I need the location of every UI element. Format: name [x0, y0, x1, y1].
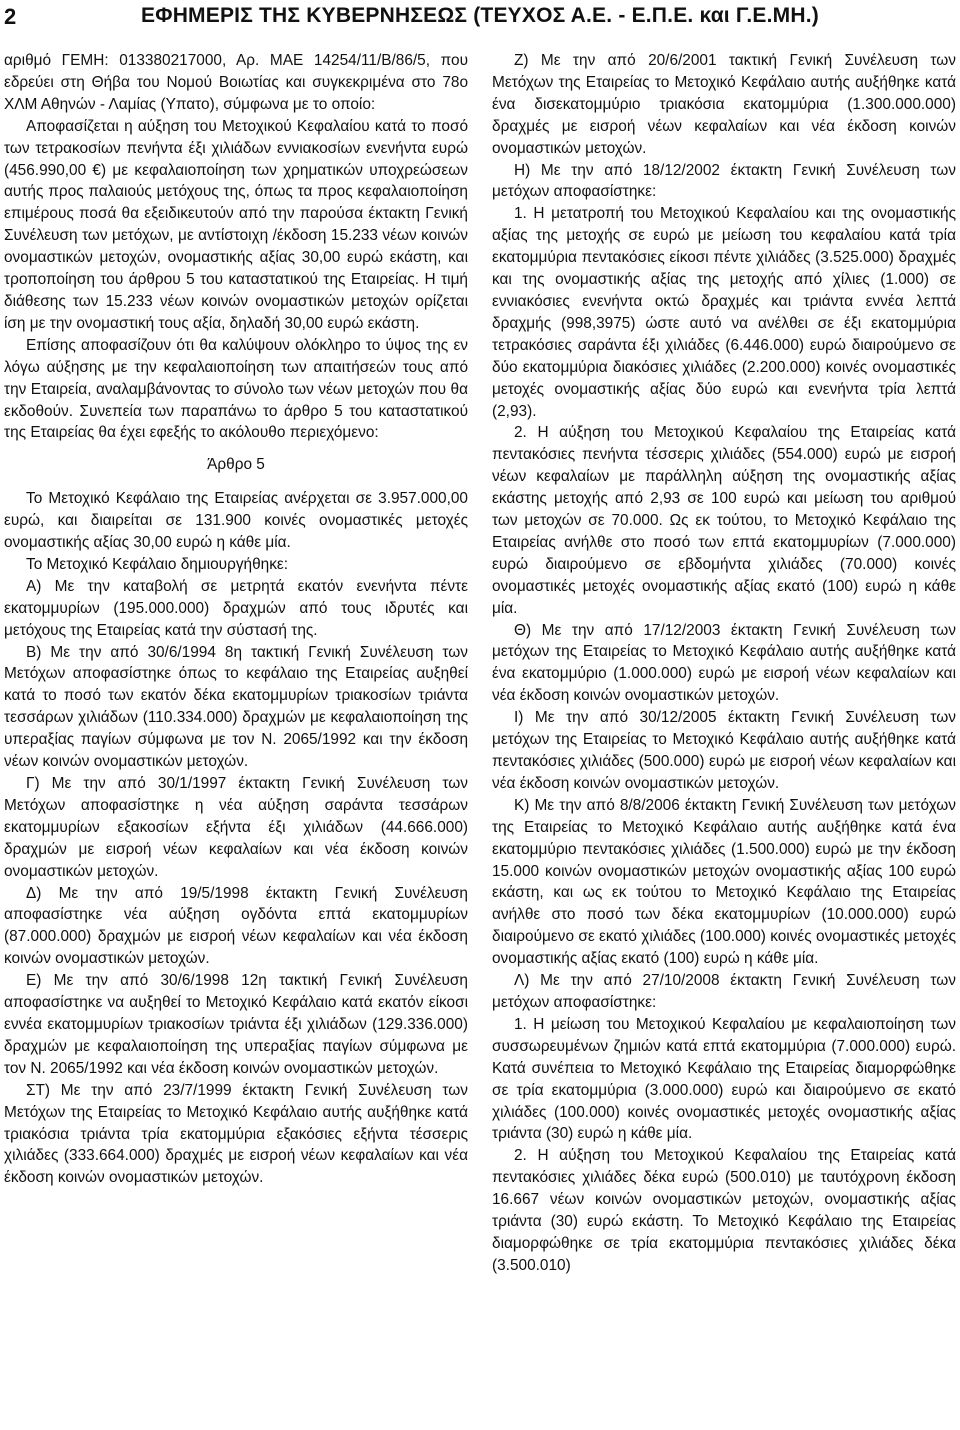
paragraph: Το Μετοχικό Κεφάλαιο της Εταιρείας ανέρχεται σε 3.957.000,00 ευρώ, και διαιρείται σε 131.900 κοινές ονομαστικές μετοχές ονομαστικής αξίας 30,00 ευρώ η κάθε μία.	[4, 490, 468, 552]
right-column	[492, 50, 956, 1277]
paragraph: Επίσης αποφασίζουν ότι θα καλύψουν ολόκληρο το ύψος της εν λόγω αύξησης με την κεφαλαιοποίηση των απαιτήσεών τους από την Εταιρεία, αναλαμβάνοντας το σύνολο των νέων μετοχών που θα εκδοθούν. Συνεπεία των παραπάνω το άρθρο 5 του καταστατικού της Εταιρείας θα έχει εφεξής το ακόλουθο περιεχόμενο:	[4, 336, 468, 442]
paragraph: Θ) Με την από 17/12/2003 έκτακτη Γενική Συνέλευση των μετόχων της Εταιρείας το Μετοχικό Κεφάλαιο αυτής αυξήθηκε κατά ένα εκατομμύριο (1.000.000) ευρώ με εισροή νέων κεφαλαίων και νέα έκδοση κοινών ονομαστικών μετοχών.	[492, 621, 956, 705]
left-column	[4, 50, 468, 1189]
paragraph: Ζ) Με την από 20/6/2001 τακτική Γενική Συνέλευση των Μετόχων της Εταιρείας το Μετοχικό Κεφάλαιο αυτής αυξήθηκε κατά ένα δισεκατομμύριο τριακόσια εκατομμύρια (1.300.000.000) δραχμές με εισροή νέων κεφαλαίων και νέα έκδοση κοινών ονομαστικών μετοχών.	[492, 52, 956, 157]
paragraph: Γ) Με την από 30/1/1997 έκτακτη Γενική Συνέλευση των Μετόχων αποφασίστηκε η νέα αύξηση σαράντα τεσσάρων εκατομμυρίων εξακοσίων εξήντα έξι χιλιάδων (44.666.000) δραχμών με εισροή νέων κεφαλαίων και νέα έκδοση κοινών ονομαστικών μετοχών.	[4, 775, 468, 880]
running-title: ΕΦΗΜΕΡΙΣ ΤΗΣ ΚΥΒΕΡΝΗΣΕΩΣ (ΤΕΥΧΟΣ Α.Ε. - Ε.Π.Ε. και Γ.Ε.ΜΗ.)	[141, 4, 819, 27]
paragraph: Ι) Με την από 30/12/2005 έκτακτη Γενική Συνέλευση των μετόχων της Εταιρείας το Μετοχικό Κεφάλαιο αυτής αυξήθηκε κατά πεντακόσιες χιλιάδες (500.000) ευρώ με εισροή νέων κεφαλαίων και νέα έκδοση κοινών ονομαστικών μετοχών.	[492, 709, 956, 792]
paragraph: Β) Με την από 30/6/1994 8η τακτική Γενική Συνέλευση των Μετόχων αποφασίστηκε όπως το κεφάλαιο της Εταιρείας αυξηθεί κατά το ποσό των εκατόν δέκα εκατομμυρίων τριακοσίων τριάντα τεσσάρων χιλιάδων (110.334.000) δραχμών με κεφαλαιοποίηση της υπεραξίας παγίων σύμφωνα με τον Ν. 2065/1992 και την έκδοση νέων κοινών ονομαστικών μετοχών.	[4, 643, 468, 771]
paragraph: Δ) Με την από 19/5/1998 έκτακτη Γενική Συνέλευση αποφασίστηκε νέα αύξηση ογδόντα επτά εκατομμυρίων (87.000.000) δραχμών με εισροή νέων κεφαλαίων και νέα έκδοση κοινών ονομαστικών μετοχών.	[4, 884, 468, 968]
paragraph: Ε) Με την από 30/6/1998 12η τακτική Γενική Συνέλευση αποφασίστηκε να αυξηθεί το Μετοχικό Κεφάλαιο κατά εκατόν είκοσι εννέα εκατομμυρίων τριακοσίων τριάντα έξι χιλιάδων (129.336.000) δραχμών με κεφαλαιοποίηση της υπεραξίας παγίων σύμφωνα με τον Ν. 2065/1992 και νέα έκδοση κοινών ονομαστικών μετοχών.	[4, 972, 468, 1077]
paragraph: Η) Με την από 18/12/2002 έκτακτη Γενική Συνέλευση των μετόχων αποφασίστηκε:	[492, 161, 956, 201]
paragraph: 1. Η μετατροπή του Μετοχικού Κεφαλαίου και της ονομαστικής αξίας της μετοχής σε ευρώ με μείωση του κεφαλαίου κατά τρία εκατομμύρια πεντακόσιες είκοσι πέντε χιλιάδες (3.525.000) δραχμές και της ονομαστικής αξίας της μετοχής από χίλιες (1.000) σε εννιακόσιες ενενήντα οκτώ δραχμές και τριάντα εννέα λεπτά δραχμής (998,3975) ώστε αυτό να ανέλθει σε έξι εκατομμύρια τετρακόσιες σαράντα έξι χιλιάδες (6.446.000) ευρώ διαιρούμενο σε δύο εκατομμύρια διακόσιες χιλιάδες (2.200.000) κοινές ονομαστικές μετοχές ονομαστικής αξίας δύο ευρώ και ενενήντα τρία λεπτά (2,93).	[492, 205, 956, 420]
paragraph: 2. Η αύξηση του Μετοχικού Κεφαλαίου της Εταιρείας κατά πεντακόσιες πενήντα τέσσερις χιλιάδες (554.000) ευρώ με εισροή νέων κεφαλαίων με παράλληλη αύξηση της ονομαστικής αξίας εκάστης μετοχής από 2,93 σε 100 ευρώ και μείωση του αριθμού των μετοχών σε 70.000. Ως εκ τούτου, το Μετοχικό Κεφάλαιο της Εταιρείας ανήλθε στο ποσό των επτά εκατομμυρίων (7.000.000) ευρώ διαιρούμενο σε εβδομήντα χιλιάδες (70.000) κοινές ονομαστικές μετοχές ονομαστικής αξίας εκατό (100) ευρώ η κάθε μία.	[492, 424, 956, 617]
paragraph: Αποφασίζεται η αύξηση του Μετοχικού Κεφαλαίου κατά το ποσό των τετρακοσίων πενήντα έξι χιλιάδων εννιακοσίων ενενήντα ευρώ (456.990,00 €) με κεφαλαιοποίηση των χρηματικών υποχρεώσεων αυτής προς παλαιούς μετόχους της, όπως τα προς κεφαλαιοποίηση επιμέρους ποσά θα εξειδικευτούν από την παρούσα έκτακτη Γενική Συνέλευση των μετόχων, με αντίστοιχη /έκδοση 15.233 νέων κοινών ονομαστικών μετοχών, ονομαστικής αξίας 30,00 ευρώ εκάστη, και τροποποίηση του άρθρου 5 του καταστατικού της Εταιρείας. Η τιμή διάθεσης των 15.233 νέων κοινών ονομαστικών μετοχών ορίζεται ίση με την ονομαστική τους αξία, δηλαδή 30,00 ευρώ εκάστη.	[4, 117, 468, 332]
paragraph: αριθμό ΓΕΜΗ: 013380217000, Αρ. ΜΑΕ 14254/11/Β/86/5, που εδρεύει στη Θήβα του Νομού Βοιωτίας και συγκεκριμένα στο 78ο ΧΛΜ Αθηνών - Λαμίας (Υπατο), σύμφωνα με το οποίο:	[4, 52, 468, 113]
paragraph: 2. Η αύξηση του Μετοχικού Κεφαλαίου της Εταιρείας κατά πεντακόσιες χιλιάδες δέκα ευρώ (500.010) με ταυτόχρονη έκδοση 16.667 νέων κοινών ονομαστικών μετοχών, ονομαστικής αξίας τριάντα (30) ευρώ εκάστη. Το Μετοχικό Κεφάλαιο της Εταιρείας διαμορφώθηκε σε τρία εκατομμύρια πεντακόσιες χιλιάδες δέκα (3.500.010)	[492, 1147, 956, 1274]
paragraph: Το Μετοχικό Κεφάλαιο δημιουργήθηκε:	[26, 555, 289, 573]
page-header	[0, 0, 960, 44]
paragraph: Α) Με την καταβολή σε μετρητά εκατόν ενενήντα πέντε εκατομμυρίων (195.000.000) δραχμών από τους ιδρυτές και μετόχους της Εταιρείας κατά την σύστασή της.	[4, 577, 468, 639]
page-number: 2	[4, 4, 17, 29]
paragraph: Κ) Με την από 8/8/2006 έκτακτη Γενική Συνέλευση των μετόχων της Εταιρείας το Μετοχικό Κεφάλαιο αυτής αυξήθηκε κατά ένα εκατομμύριο πεντακόσιες χιλιάδες (1.500.000) ευρώ με την έκδοση 15.000 κοινών ονομαστικών μετοχών ονομαστικής αξίας 100 ευρώ εκάστη, και ως εκ τούτου το Μετοχικό Κεφάλαιο της Εταιρείας ανήλθε στο ποσό των δέκα εκατομμυρίων (10.000.000) ευρώ διαιρούμενο σε εκατό χιλιάδες (100.000) κοινές ονομαστικές μετοχές ονομαστικής αξίας εκατό (100) ευρώ η κάθε μία.	[492, 796, 956, 968]
paragraph: ΣΤ) Με την από 23/7/1999 έκτακτη Γενική Συνέλευση των Μετόχων της Εταιρείας το Μετοχικό Κεφάλαιο αυτής αυξήθηκε κατά τριακόσια τριάντα τρία εκατομμύρια εξακόσιες εξήντα τέσσερις χιλιάδες (333.664.000) δραχμές με εισροή νέων κεφαλαίων και νέα έκδοση κοινών ονομαστικών μετοχών.	[4, 1081, 468, 1187]
paragraph: Λ) Με την από 27/10/2008 έκτακτη Γενική Συνέλευση των μετόχων αποφασίστηκε:	[492, 972, 956, 1011]
paragraph: 1. Η μείωση του Μετοχικού Κεφαλαίου με κεφαλαιοποίηση των συσσωρευμένων ζημιών κατά επτά εκατομμύρια (7.000.000) ευρώ. Κατά συνέπεια το Μετοχικό Κεφάλαιο της Εταιρείας διαμορφώθηκε σε τρία εκατομμύρια (3.000.000) ευρώ και διαιρούμενο σε εκατό χιλιάδες (100.000) κοινές ονομαστικές μετοχές ονομαστικής αξίας τριάντα (30) ευρώ η κάθε μία.	[492, 1015, 956, 1143]
article-heading: Άρθρο 5	[207, 456, 265, 474]
